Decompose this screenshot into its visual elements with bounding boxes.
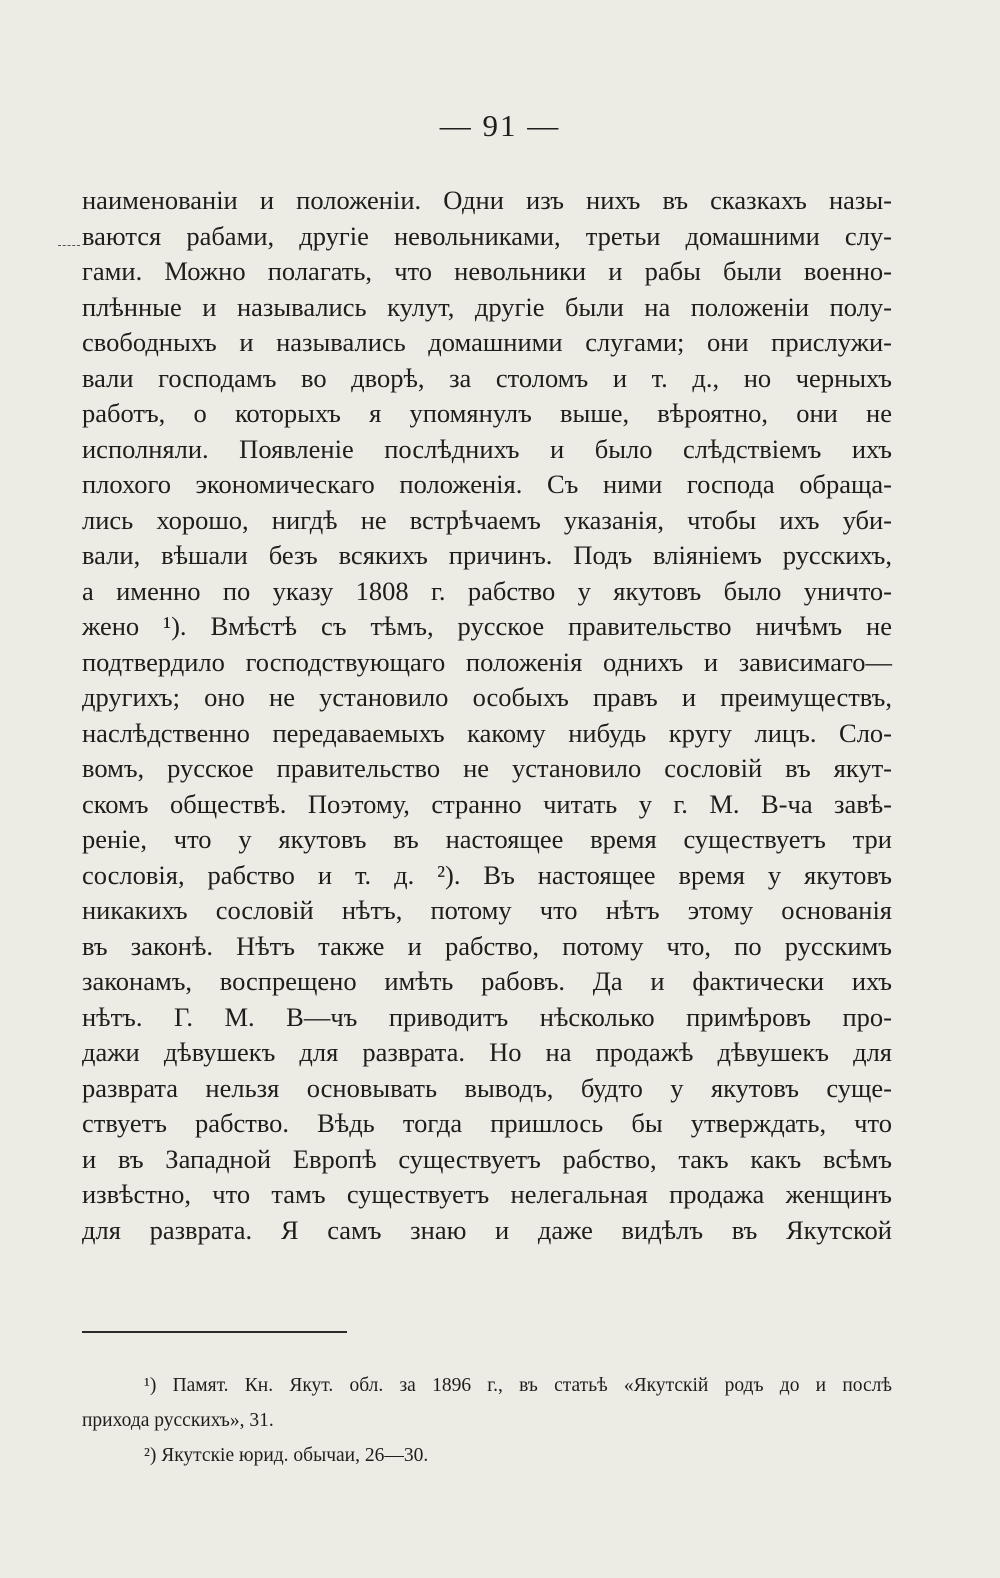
- text-line: наслѣдственно передаваемыхъ какому нибудь кругу лицъ. Сло-: [82, 717, 892, 748]
- text-line: скомъ обществѣ. Поэтому, странно читать у г. М. В-ча завѣ-: [82, 788, 892, 819]
- text-line: ваются рабами, другіе невольниками, третьи домашними слу-: [82, 220, 892, 251]
- body-text: [82, 183, 892, 1248]
- text-line: исполняли. Появленіе послѣднихъ и было слѣдствіемъ ихъ: [82, 433, 892, 464]
- text-line: законамъ, воспрещено имѣть рабовъ. Да и фактически ихъ: [82, 966, 892, 996]
- footnote-2: ²) Якутскіе юрид. обычаи, 26—30.: [144, 1445, 429, 1466]
- text-line: вали, вѣшали безъ всякихъ причинъ. Подъ вліяніемъ русскихъ,: [82, 540, 892, 570]
- page-number: — 91 —: [439, 108, 561, 143]
- text-line: и въ Западной Европѣ существуетъ рабство, такъ какъ всѣмъ: [82, 1143, 892, 1174]
- text-line: подтвердило господствующаго положенія однихъ и зависимаго—: [82, 646, 892, 677]
- text-line: дажи дѣвушекъ для разврата. Но на продажѣ дѣвушекъ для: [82, 1037, 892, 1067]
- text-line: разврата нельзя основывать выводъ, будто у якутовъ суще-: [82, 1072, 892, 1103]
- text-line: наименованіи и положеніи. Одни изъ нихъ въ сказкахъ назы-: [82, 185, 892, 215]
- text-line: работъ, о которыхъ я упомянулъ выше, вѣроятно, они не: [82, 398, 892, 428]
- text-line: гами. Можно полагать, что невольники и рабы были военно-: [82, 256, 892, 286]
- text-line: реніе, что у якутовъ въ настоящее время существуетъ три: [82, 824, 892, 854]
- text-line: плохого экономическаго положенія. Съ ними господа обраща-: [82, 469, 892, 499]
- footnote-divider: [82, 1331, 347, 1333]
- text-line: лись хорошо, нигдѣ не встрѣчаемъ указанія, чтобы ихъ уби-: [82, 504, 892, 535]
- text-line: свободныхъ и назывались домашними слугами; они прислужи-: [82, 327, 892, 357]
- text-line: нѣтъ. Г. М. В—чъ приводитъ нѣсколько примѣровъ про-: [82, 1001, 892, 1032]
- text-line: сословія, рабство и т. д. ²). Въ настоящее время у якутовъ: [82, 859, 892, 890]
- text-line: а именно по указу 1808 г. рабство у якутовъ было уничто-: [82, 575, 892, 606]
- text-line: въ законѣ. Нѣтъ также и рабство, потому что, по русскимъ: [82, 930, 892, 961]
- text-line: плѣнные и назывались кулут, другіе были на положеніи полу-: [82, 291, 892, 322]
- text-line: никакихъ сословій нѣтъ, потому что нѣтъ этому основанія: [82, 895, 892, 925]
- text-line: для разврата. Я самъ знаю и даже видѣлъ въ Якутской: [82, 1214, 892, 1245]
- text-line: ствуетъ рабство. Вѣдь тогда пришлось бы утверждать, что: [82, 1108, 892, 1138]
- text-line: жено ¹). Вмѣстѣ съ тѣмъ, русское правительство ничѣмъ не: [82, 611, 892, 641]
- text-line: другихъ; оно не установило особыхъ правъ и преимуществъ,: [82, 682, 892, 712]
- text-line: вомъ, русское правительство не установило сословій въ якут-: [82, 753, 892, 783]
- text-line: вали господамъ во дворѣ, за столомъ и т. д., но черныхъ: [82, 362, 892, 393]
- margin-pencil-mark: [58, 245, 80, 247]
- text-line: извѣстно, что тамъ существуетъ нелегальная продажа женщинъ: [82, 1179, 892, 1209]
- footnote-1: ¹) Памят. Кн. Якут. обл. за 1896 г., въ статьѣ «Якутскій родъ до и послѣ: [144, 1375, 892, 1396]
- footnotes: [82, 1368, 892, 1473]
- footnote-1-continued: прихода русскихъ», 31.: [82, 1410, 274, 1431]
